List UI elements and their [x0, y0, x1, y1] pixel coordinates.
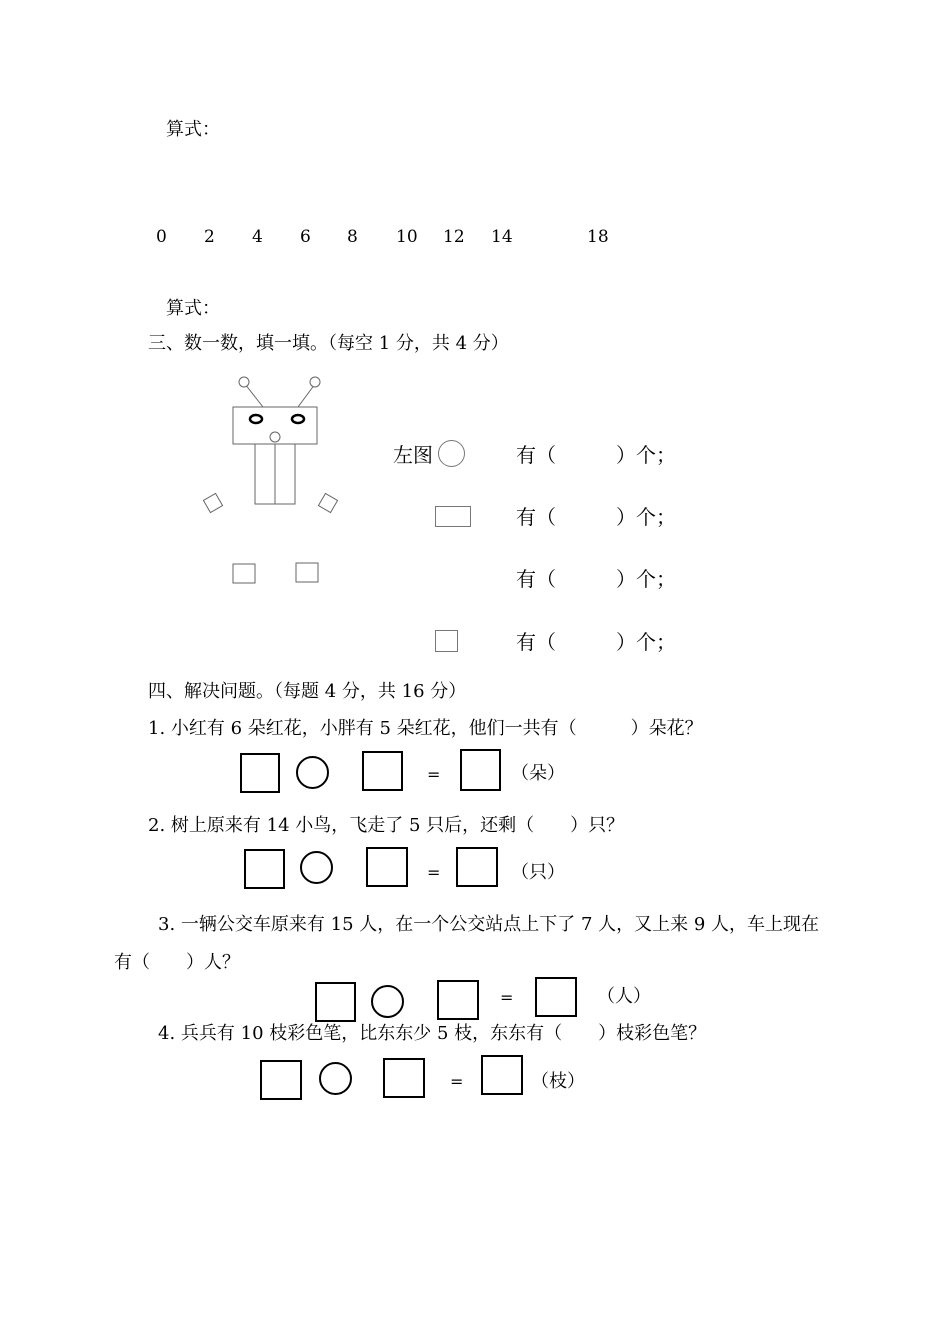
- operator-circle[interactable]: [371, 985, 404, 1018]
- question-1-text: 1. 小红有 6 朵红花，小胖有 5 朵红花，他们一共有（ ）朵花？: [148, 718, 703, 739]
- question-3-text: 3. 一辆公交车原来有 15 人，在一个公交站点上下了 7 人，又上来 9 人，车上现在: [158, 914, 820, 935]
- section4-heading: 四、解决问题。（每题 4 分，共 16 分）: [148, 681, 467, 702]
- number-line-label: 14: [491, 227, 513, 247]
- question-2-text: 2. 树上原来有 14 小鸟，飞走了 5 只后，还剩（ ）只？: [148, 815, 625, 836]
- number-line-label: 18: [587, 227, 609, 247]
- number-line-label: 12: [443, 227, 465, 247]
- answer-box[interactable]: [481, 1055, 523, 1095]
- operator-circle[interactable]: [300, 851, 333, 884]
- section3-heading: 三、数一数，填一填。（每空 1 分，共 4 分）: [148, 333, 509, 354]
- answer-box[interactable]: [244, 849, 285, 889]
- number-line-label: 6: [300, 227, 311, 247]
- number-line-label: 0: [156, 227, 167, 247]
- operator-circle[interactable]: [319, 1062, 352, 1095]
- count-row-circle: 有（ ）个；: [516, 443, 676, 467]
- count-row-square: 有（ ）个；: [516, 630, 676, 654]
- number-line-label: 10: [396, 227, 418, 247]
- count-row-tilted-square: 有（ ）个；: [516, 567, 676, 591]
- unit-label: （枝）: [531, 1071, 585, 1092]
- square-shape-icon: [435, 630, 458, 652]
- answer-box[interactable]: [240, 753, 280, 793]
- equals-sign: =: [427, 765, 441, 784]
- number-line-label: 4: [252, 227, 263, 247]
- rectangle-shape-icon: [435, 506, 471, 527]
- left-figure-label: 左图: [393, 443, 433, 467]
- equals-sign: =: [427, 863, 441, 882]
- answer-box[interactable]: [315, 982, 356, 1022]
- answer-box[interactable]: [456, 847, 498, 887]
- answer-box[interactable]: [366, 847, 408, 887]
- question-4-text: 4. 兵兵有 10 枝彩色笔，比东东少 5 枝，东东有（ ）枝彩色笔？: [158, 1023, 707, 1044]
- robot-figure-icon: [195, 370, 355, 590]
- formula-label-1: 算式：: [166, 119, 220, 140]
- unit-label: （人）: [597, 986, 651, 1007]
- equals-sign: =: [450, 1072, 464, 1091]
- equals-sign: =: [500, 988, 514, 1007]
- number-line-label: 2: [204, 227, 215, 247]
- answer-box[interactable]: [362, 751, 403, 791]
- operator-circle[interactable]: [296, 756, 329, 789]
- formula-label-2: 算式：: [166, 298, 220, 319]
- question-3-text-continued: 有（ ）人？: [114, 952, 240, 973]
- unit-label: （只）: [511, 862, 565, 883]
- answer-box[interactable]: [437, 980, 479, 1020]
- answer-box[interactable]: [460, 749, 501, 791]
- count-row-rectangle: 有（ ）个；: [516, 505, 676, 529]
- number-line-label: 8: [347, 227, 358, 247]
- unit-label: （朵）: [511, 763, 565, 784]
- answer-box[interactable]: [535, 977, 577, 1017]
- answer-box[interactable]: [260, 1060, 302, 1100]
- circle-shape-icon: [438, 440, 465, 467]
- answer-box[interactable]: [383, 1058, 425, 1098]
